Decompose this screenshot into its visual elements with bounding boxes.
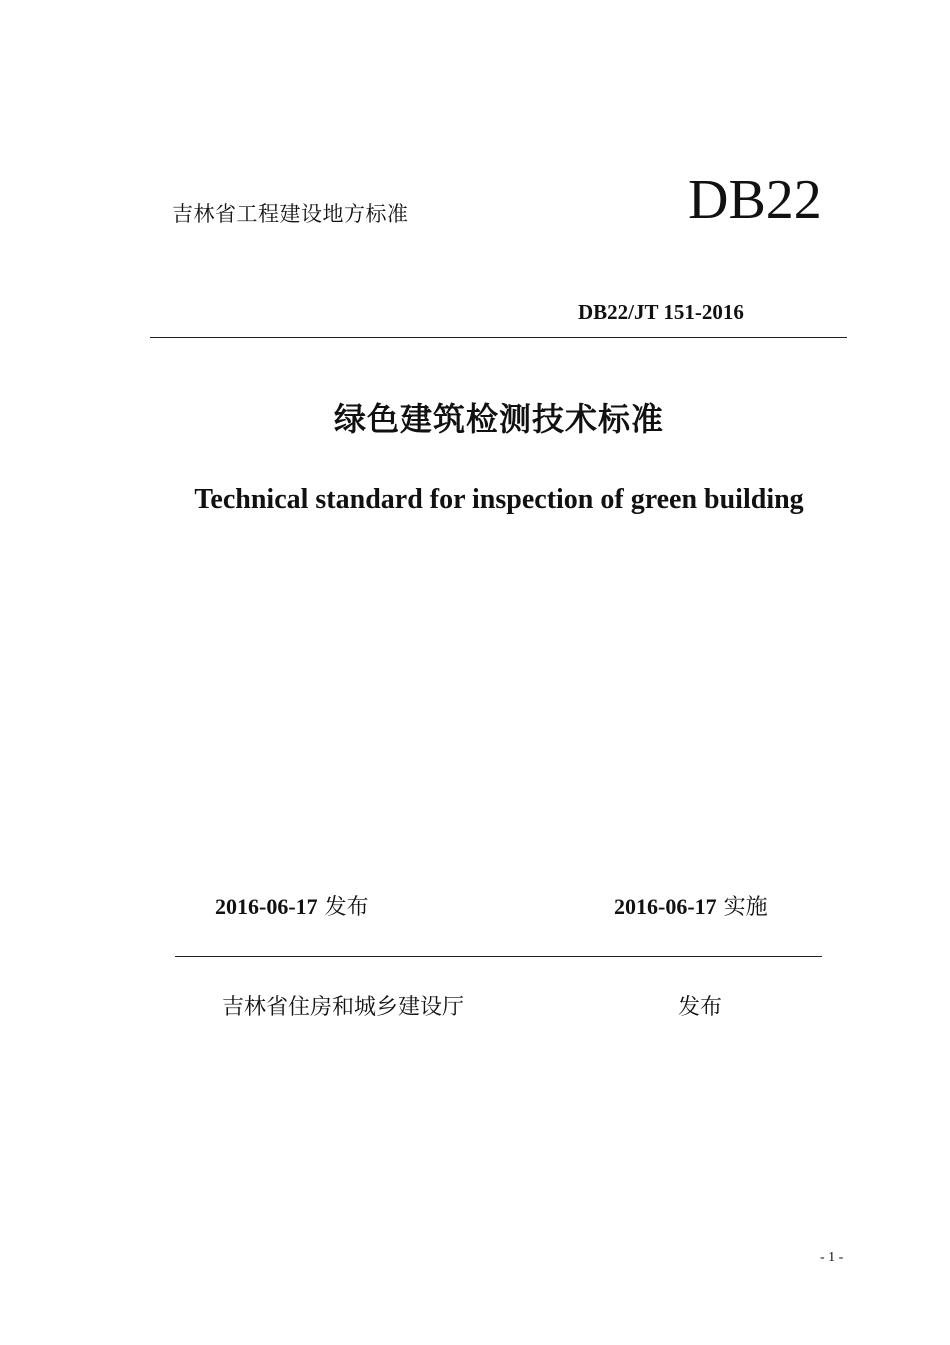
implement-label: 实施 [716, 895, 768, 920]
top-divider [150, 337, 847, 338]
bottom-divider [175, 956, 822, 957]
standard-number: DB22/JT 151-2016 [578, 300, 744, 324]
standard-category: 吉林省工程建设地方标准 [172, 202, 409, 226]
publish-label: 发布 [317, 895, 369, 920]
title-english: Technical standard for inspection of green building [194, 484, 804, 515]
implement-date-line [614, 890, 768, 921]
publish-date: 2016-06-17 [215, 894, 318, 919]
page-number: - 1 - [820, 1250, 844, 1265]
standard-code: DB22 [688, 169, 822, 231]
issuer-name: 吉林省住房和城乡建设厅 [222, 995, 465, 1020]
publish-date-line [215, 890, 369, 921]
issuer-action: 发布 [678, 995, 723, 1020]
implement-date: 2016-06-17 [614, 894, 717, 919]
title-chinese: 绿色建筑检测技术标准 [333, 400, 664, 438]
